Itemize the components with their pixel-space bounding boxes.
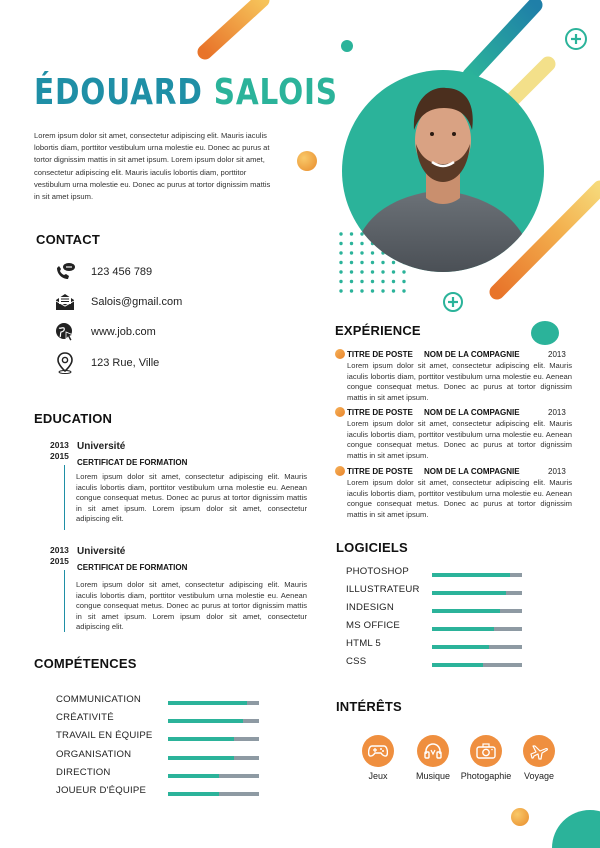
skill-row <box>346 584 522 602</box>
skill-bar-fill <box>168 701 247 705</box>
skill-bar-fill <box>168 756 234 760</box>
skill-label: CSS <box>346 656 367 667</box>
skill-label: MS OFFICE <box>346 620 401 631</box>
year-start: 2013 <box>50 440 69 450</box>
skill-bar-track <box>168 774 259 778</box>
skill-bar-fill <box>168 792 219 796</box>
company-name: NOM DE LA COMPAGNIE <box>424 408 520 417</box>
timeline-line <box>64 570 65 632</box>
interest-label: Musique <box>415 771 451 781</box>
skill-bar-track <box>168 756 259 760</box>
interest-item <box>350 735 406 785</box>
skill-bar-track <box>432 627 522 631</box>
job-description: Lorem ipsum dolor sit amet, consectetur adipiscing elit. Mauris iaculis lobortis diam, porttitor vestibulum urna molestie eu. Aenean congue consequat metus. Donec ac purus at tortor dignissim mattis in sit amet ipsum. <box>347 361 572 402</box>
skill-row <box>346 656 522 674</box>
first-name: ÉDOUARD <box>34 72 203 113</box>
address-text: 123 Rue, Ville <box>91 357 160 369</box>
phone-icon <box>54 261 76 283</box>
interest-label: Jeux <box>368 771 388 781</box>
gamepad-icon <box>362 735 394 767</box>
bullet-dot <box>335 407 345 417</box>
skill-row <box>56 712 259 730</box>
full-name <box>34 72 338 113</box>
contact-address <box>54 352 160 374</box>
skill-row <box>346 638 522 656</box>
job-title: TITRE DE POSTE <box>347 467 413 476</box>
contact-phone <box>54 261 153 283</box>
education-years <box>50 440 69 462</box>
education-title: EDUCATION <box>34 411 113 426</box>
interest-item <box>511 735 567 785</box>
company-name: NOM DE LA COMPAGNIE <box>424 350 520 359</box>
skill-bar-track <box>168 719 259 723</box>
skill-label: TRAVAIL EN ÉQUIPE <box>56 730 153 742</box>
interest-label: Voyage <box>523 771 555 781</box>
intro-paragraph: Lorem ipsum dolor sit amet, consectetur adipiscing elit. Mauris iaculis lobortis diam, porttitor vestibulum urna molestie eu. Donec ac purus at tortor dignissim mattis in sit amet ipsum. Lorem ipsum dolor sit amet, consectetur adipiscing elit. Mauris iaculis lobortis diam, porttitor vestibulum urna molestie eu. Donec ac purus at tortor dignissim mattis in sit amet ipsum. <box>34 131 271 202</box>
skill-label: DIRECTION <box>56 766 111 778</box>
skill-row <box>346 620 522 638</box>
skill-bar-fill <box>432 573 510 577</box>
plus-circle-icon <box>444 293 462 311</box>
camera-icon <box>470 735 502 767</box>
skill-bar-fill <box>168 719 243 723</box>
interets-list <box>356 735 576 785</box>
skill-label: COMMUNICATION <box>56 694 142 705</box>
contact-title: CONTACT <box>36 232 100 247</box>
skill-row <box>56 730 259 748</box>
interest-label: Photogaphie <box>460 771 512 781</box>
skill-label: PHOTOSHOP <box>346 566 409 577</box>
job-year: 2013 <box>548 350 566 359</box>
skill-row <box>56 694 259 712</box>
skill-row <box>56 785 259 803</box>
year-end: 2015 <box>50 556 69 566</box>
skill-bar-fill <box>432 663 483 667</box>
interets-title: INTÉRÊTS <box>336 699 402 714</box>
contact-email[interactable] <box>54 291 183 313</box>
plus-circle-icon <box>566 29 586 49</box>
skill-bar-fill <box>432 627 494 631</box>
company-name: NOM DE LA COMPAGNIE <box>424 467 520 476</box>
profile-photo <box>340 68 546 274</box>
interest-item <box>458 735 514 785</box>
interest-item <box>405 735 461 785</box>
skill-row <box>56 749 259 767</box>
headphones-icon <box>417 735 449 767</box>
school-name: Université <box>77 546 126 557</box>
skill-label: JOUEUR D'ÉQUIPE <box>56 785 147 796</box>
skill-label: ILLUSTRATEUR <box>346 584 420 595</box>
orange-ball <box>297 151 317 171</box>
degree-name: CERTIFICAT DE FORMATION <box>77 458 188 467</box>
year-end: 2015 <box>50 451 69 461</box>
skill-bar-track <box>432 591 522 595</box>
job-year: 2013 <box>548 467 566 476</box>
skill-bar-track <box>432 609 522 613</box>
skill-bar-fill <box>432 591 506 595</box>
degree-name: CERTIFICAT DE FORMATION <box>77 563 188 572</box>
skill-label: CRÉATIVITÉ <box>56 712 114 724</box>
web-text[interactable]: www.job.com <box>91 326 156 338</box>
skill-bar-track <box>432 573 522 577</box>
location-pin-icon <box>54 352 76 374</box>
orange-ball <box>511 808 529 826</box>
competences-title: COMPÉTENCES <box>34 656 137 671</box>
skill-row <box>56 767 259 785</box>
skill-label: ORGANISATION <box>56 748 132 760</box>
job-title: TITRE DE POSTE <box>347 408 413 417</box>
mail-icon <box>54 291 76 313</box>
logiciels-title: LOGICIELS <box>336 540 408 555</box>
education-description: Lorem ipsum dolor sit amet, consectetur adipiscing elit. Mauris iaculis lobortis diam, porttitor vestibulum urna molestie eu. Aenean congue consequat metus. Donec ac purus at tortor dignissim mattis in sit amet ipsum. Lorem ipsum dolor sit amet, consectetur adipiscing elit. <box>76 472 307 524</box>
job-title: TITRE DE POSTE <box>347 350 413 359</box>
orange-stripe <box>205 0 262 52</box>
skill-bar-track <box>168 737 259 741</box>
job-year: 2013 <box>548 408 566 417</box>
skill-bar-fill <box>168 774 219 778</box>
teal-blob <box>531 321 559 345</box>
year-start: 2013 <box>50 545 69 555</box>
skill-label: HTML 5 <box>346 638 381 649</box>
job-description: Lorem ipsum dolor sit amet, consectetur adipiscing elit. Mauris iaculis lobortis diam, porttitor vestibulum urna molestie eu. Aenean congue consequat metus. Donec ac purus at tortor dignissim mattis in sit amet ipsum. <box>347 419 572 460</box>
teal-dot <box>341 40 353 52</box>
timeline-line <box>64 465 65 530</box>
bullet-dot <box>335 466 345 476</box>
skill-bar-track <box>168 701 259 705</box>
skill-bar-fill <box>168 737 234 741</box>
education-description: Lorem ipsum dolor sit amet, consectetur adipiscing elit. Mauris iaculis lobortis diam, porttitor vestibulum urna molestie eu. Aenean congue consequat metus. Donec ac purus at tortor dignissim mattis in sit amet ipsum. Lorem ipsum dolor sit amet, consectetur adipiscing elit. <box>76 580 307 632</box>
skill-bar-track <box>168 792 259 796</box>
skill-row <box>346 566 522 584</box>
job-description: Lorem ipsum dolor sit amet, consectetur adipiscing elit. Mauris iaculis lobortis diam, porttitor vestibulum urna molestie eu. Aenean congue consequat metus. Donec ac purus at tortor dignissim mattis in sit amet ipsum. <box>347 478 572 519</box>
teal-corner <box>552 810 600 848</box>
airplane-icon <box>523 735 555 767</box>
skill-bar-fill <box>432 609 500 613</box>
school-name: Université <box>77 441 126 452</box>
skill-bar-fill <box>432 645 489 649</box>
globe-cursor-icon <box>54 321 76 343</box>
email-text[interactable]: Salois@gmail.com <box>91 296 183 308</box>
education-years <box>50 545 69 567</box>
last-name: SALOIS <box>213 72 338 113</box>
skill-bar-track <box>432 663 522 667</box>
skill-bar-track <box>432 645 522 649</box>
skill-row <box>346 602 522 620</box>
skill-label: INDESIGN <box>346 602 394 613</box>
phone-text: 123 456 789 <box>91 266 153 278</box>
contact-web[interactable] <box>54 321 156 343</box>
bullet-dot <box>335 349 345 359</box>
experience-title: EXPÉRIENCE <box>335 323 421 338</box>
blue-stripe <box>470 5 535 75</box>
